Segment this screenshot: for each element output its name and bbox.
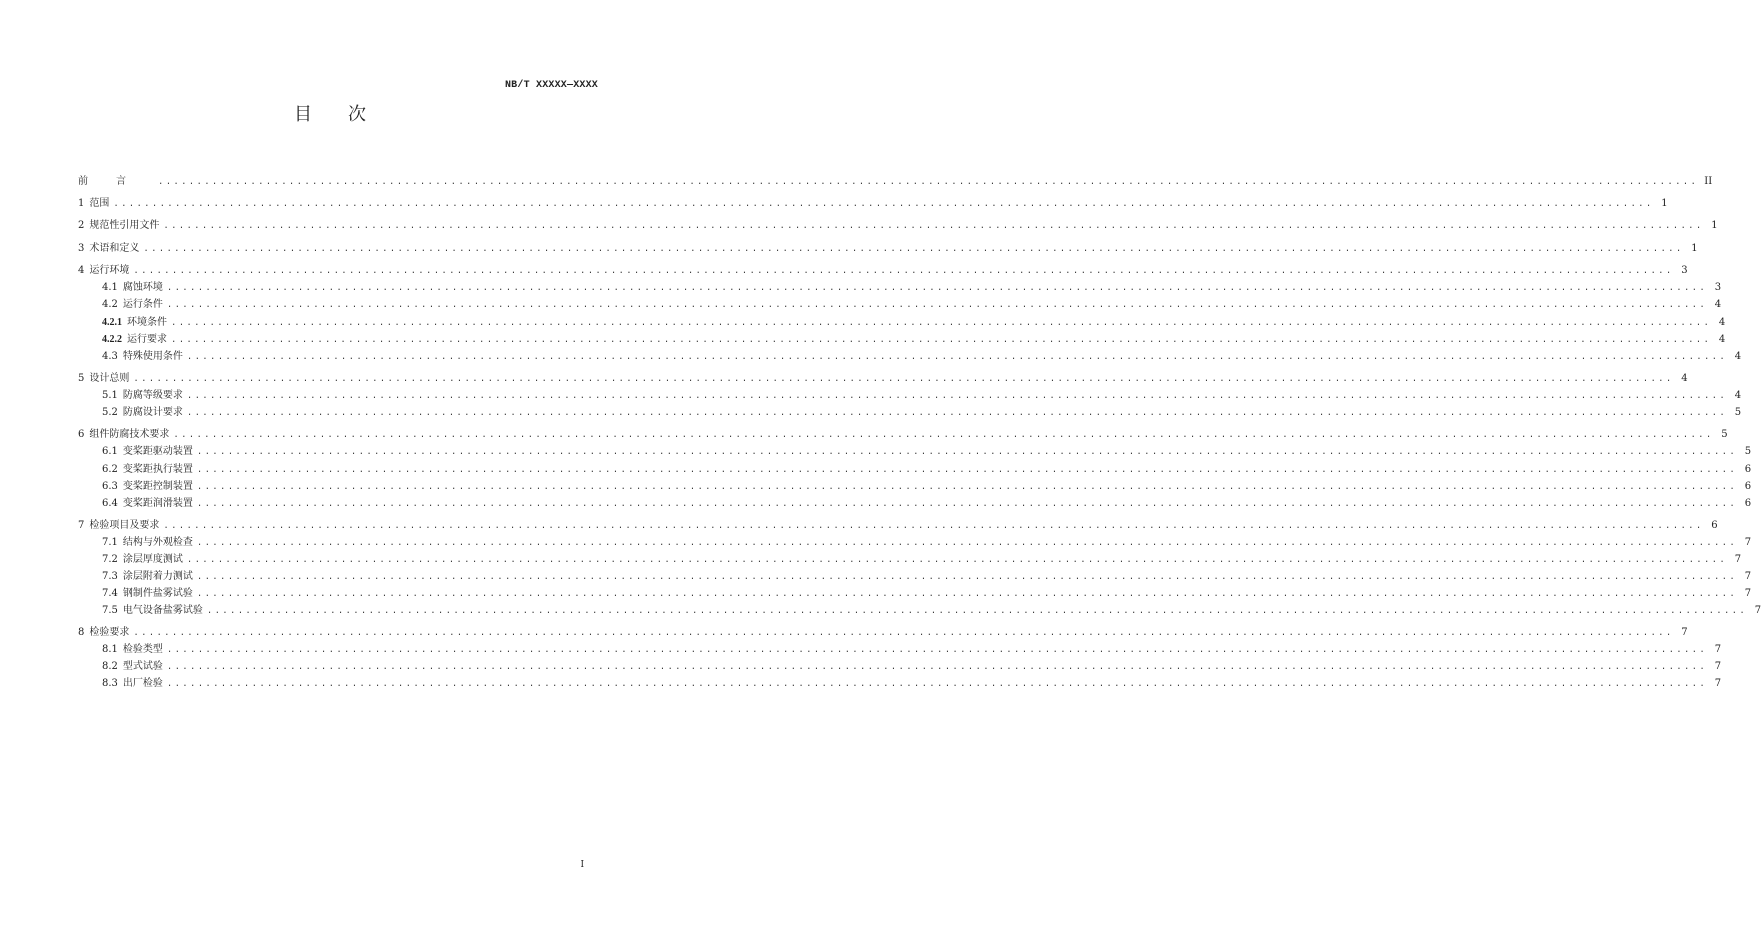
toc-entry-page: 7 bbox=[1754, 605, 1761, 616]
toc-entry[interactable] bbox=[102, 332, 1726, 348]
toc-entry-page: 5 bbox=[1744, 446, 1752, 457]
toc-entry[interactable] bbox=[102, 642, 1722, 658]
toc-entry-page: 4 bbox=[1714, 299, 1722, 310]
toc-leader-dots: ........................................................................................................................................................................................................ bbox=[173, 430, 1714, 440]
toc-entry-label: 设计总则 bbox=[89, 373, 130, 384]
toc-entry-label: 电气设备盐雾试验 bbox=[122, 605, 203, 616]
toc-entry-number: 4.3 bbox=[102, 351, 118, 362]
toc-leader-dots: ........................................................................................................................................................................................................ bbox=[163, 221, 1704, 231]
toc-entry[interactable] bbox=[102, 603, 1761, 619]
toc-title-char-2: 次 bbox=[348, 104, 368, 125]
toc-entry[interactable] bbox=[102, 676, 1722, 692]
toc-entry-label: 检验要求 bbox=[89, 627, 130, 638]
toc-entry-label: 出厂检验 bbox=[122, 678, 163, 689]
toc-leader-dots: ........................................................................................................................................................................................................ bbox=[196, 465, 1738, 475]
toc-leader-dots: ........................................................................................................................................................................................................ bbox=[196, 538, 1738, 548]
toc-entry-number: 8 bbox=[78, 627, 85, 638]
toc-entry[interactable] bbox=[102, 462, 1752, 478]
toc-leader-dots: ........................................................................................................................................................................................................ bbox=[166, 283, 1708, 293]
toc-entry-page: 7 bbox=[1714, 678, 1722, 689]
toc-entry-number: 7.5 bbox=[102, 605, 118, 616]
toc-entry-number: 2 bbox=[78, 220, 85, 231]
toc-leader-dots: ........................................................................................................................................................................................................ bbox=[166, 679, 1708, 689]
toc-leader-dots: ........................................................................................................................................................................................................ bbox=[186, 391, 1728, 401]
toc-entry-page: 7 bbox=[1744, 588, 1752, 599]
toc-leader-dots: ........................................................................................................................................................................................................ bbox=[196, 447, 1738, 457]
toc-entry-page: 3 bbox=[1714, 282, 1722, 293]
toc-leader-dots: ........................................................................................................................................................................................................ bbox=[166, 662, 1708, 672]
toc-entry-page: 7 bbox=[1734, 554, 1742, 565]
toc-entry-label: 检验项目及要求 bbox=[89, 520, 160, 531]
toc-leader-dots: ........................................................................................................................................................................................................ bbox=[186, 352, 1728, 362]
toc-leader-dots: ........................................................................................................................................................................................................ bbox=[133, 628, 1674, 638]
document-code: NB/T XXXXX—XXXX bbox=[504, 80, 598, 91]
toc-entry-label: 检验类型 bbox=[122, 644, 163, 655]
toc-title bbox=[0, 100, 662, 126]
toc-entry[interactable] bbox=[102, 569, 1752, 585]
toc-leader-dots: ........................................................................................................................................................................................................ bbox=[133, 266, 1674, 276]
toc-leader-dots: ........................................................................................................................................................................................................ bbox=[163, 521, 1704, 531]
toc-entry-page: 4 bbox=[1681, 373, 1688, 384]
toc-entry-page: 4 bbox=[1734, 351, 1742, 362]
toc-leader-dots: ........................................................................................................................................................................................................ bbox=[166, 645, 1708, 655]
toc-entry-number: 7 bbox=[78, 520, 85, 531]
toc-leader-dots: ........................................................................................................................................................................................................ bbox=[113, 199, 1654, 209]
toc-entry[interactable] bbox=[102, 280, 1722, 296]
toc-entry-number: 1 bbox=[78, 198, 85, 209]
toc-entry[interactable] bbox=[78, 625, 1688, 641]
page-number: I bbox=[580, 860, 584, 870]
toc-entry-label: 变桨距润滑装置 bbox=[122, 498, 193, 509]
toc-leader-dots: ........................................................................................................................................................................................................ bbox=[133, 374, 1674, 384]
toc-leader-dots: ........................................................................................................................................................................................................ bbox=[196, 482, 1738, 492]
toc-entry-page: 1 bbox=[1691, 243, 1698, 254]
toc-entry-page: 1 bbox=[1711, 220, 1718, 231]
toc-entry-page: 6 bbox=[1744, 498, 1752, 509]
toc-entry[interactable] bbox=[102, 586, 1752, 602]
toc-entry-label: 规范性引用文件 bbox=[89, 220, 160, 231]
toc-entry[interactable] bbox=[102, 535, 1752, 551]
toc-entry[interactable] bbox=[102, 552, 1742, 568]
toc-entry-page: 6 bbox=[1744, 464, 1752, 475]
toc-entry[interactable] bbox=[78, 218, 1718, 234]
toc-entry-label: 变桨距执行装置 bbox=[122, 464, 193, 475]
toc-leader-dots: ........................................................................................................................................................................................................ bbox=[171, 335, 1712, 345]
toc-entry-page: 6 bbox=[1744, 481, 1752, 492]
toc-entry-number: 8.1 bbox=[102, 644, 118, 655]
toc-entry-number: 4.2 bbox=[102, 299, 118, 310]
toc-entry-number: 8.2 bbox=[102, 661, 118, 672]
toc-entry[interactable] bbox=[78, 196, 1668, 212]
toc-entry-label: 组件防腐技术要求 bbox=[89, 429, 170, 440]
toc-entry-number: 6.1 bbox=[102, 446, 118, 457]
toc-entry-page: 7 bbox=[1714, 644, 1722, 655]
toc-leader-dots: ........................................................................................................................................................................................................ bbox=[206, 606, 1748, 616]
toc-entry-page: II bbox=[1704, 176, 1713, 187]
toc-entry-number: 6.4 bbox=[102, 498, 118, 509]
toc-entry-label: 运行环境 bbox=[89, 265, 130, 276]
toc-entry[interactable] bbox=[102, 444, 1752, 460]
toc-entry-number: 6 bbox=[78, 429, 85, 440]
toc-entry-label: 防腐设计要求 bbox=[122, 407, 183, 418]
toc-entry-number: 8.3 bbox=[102, 678, 118, 689]
toc-leader-dots: ........................................................................................................................................................................................................ bbox=[196, 589, 1738, 599]
toc-entry-page: 5 bbox=[1734, 407, 1742, 418]
toc-entry-label: 防腐等级要求 bbox=[122, 390, 183, 401]
toc-entry-label: 前言 bbox=[78, 176, 154, 187]
toc-entry-number: 7.3 bbox=[102, 571, 118, 582]
toc-title-char-1: 目 bbox=[294, 104, 314, 125]
toc-entry-label: 钢制件盐雾试验 bbox=[122, 588, 193, 599]
toc-entry-page: 7 bbox=[1744, 571, 1752, 582]
toc-entry[interactable] bbox=[102, 659, 1722, 675]
toc-entry-page: 3 bbox=[1681, 265, 1688, 276]
toc-entry-number: 5.1 bbox=[102, 390, 118, 401]
toc-entry-number: 4 bbox=[78, 265, 85, 276]
toc-entry[interactable] bbox=[78, 241, 1698, 257]
toc-leader-dots: ........................................................................................................................................................................................................ bbox=[186, 555, 1728, 565]
toc-entry[interactable] bbox=[102, 349, 1742, 365]
toc-entry-page: 4 bbox=[1734, 390, 1742, 401]
toc-entry-number: 7.2 bbox=[102, 554, 118, 565]
toc-entry-label: 环境条件 bbox=[127, 317, 167, 328]
toc-entry-page: 1 bbox=[1661, 198, 1668, 209]
toc-entry-number: 6.2 bbox=[102, 464, 118, 475]
toc-entry-number: 7.1 bbox=[102, 537, 118, 548]
toc-entry[interactable] bbox=[102, 479, 1752, 495]
toc-entry-number: 4.2.1 bbox=[102, 317, 122, 328]
toc-entry[interactable] bbox=[102, 388, 1742, 404]
toc-leader-dots: ........................................................................................................................................................................................................ bbox=[186, 408, 1728, 418]
toc-entry[interactable] bbox=[78, 174, 1713, 190]
toc-entry-number: 5.2 bbox=[102, 407, 118, 418]
toc-entry-label: 型式试验 bbox=[122, 661, 163, 672]
toc-entry[interactable] bbox=[78, 518, 1718, 534]
toc-entry-number: 3 bbox=[78, 243, 85, 254]
toc-entry-page: 4 bbox=[1718, 317, 1726, 328]
toc-entry-page: 5 bbox=[1721, 429, 1728, 440]
toc-entry-number: 6.3 bbox=[102, 481, 118, 492]
toc-entry-label: 涂层附着力测试 bbox=[122, 571, 193, 582]
toc-entry-label: 涂层厚度测试 bbox=[122, 554, 183, 565]
toc-entry[interactable] bbox=[78, 263, 1688, 279]
toc-leader-dots: ........................................................................................................................................................................................................ bbox=[171, 318, 1712, 328]
toc-leader-dots: ........................................................................................................................................................................................................ bbox=[143, 244, 1684, 254]
toc-entry[interactable] bbox=[102, 496, 1752, 512]
toc-leader-dots: ........................................................................................................................................................................................................ bbox=[166, 300, 1708, 310]
toc-entry-number: 5 bbox=[78, 373, 85, 384]
toc-entry-number: 4.2.2 bbox=[102, 334, 122, 345]
toc-entry-label: 特殊使用条件 bbox=[122, 351, 183, 362]
toc-entry-page: 6 bbox=[1711, 520, 1718, 531]
toc-entry-label: 变桨距控制装置 bbox=[122, 481, 193, 492]
toc-entry-number: 7.4 bbox=[102, 588, 118, 599]
toc-entry-label: 范围 bbox=[89, 198, 110, 209]
toc-entry-label: 结构与外观检查 bbox=[122, 537, 193, 548]
toc-leader-dots: ........................................................................................................................................................................................................ bbox=[196, 499, 1738, 509]
toc-entry-number: 4.1 bbox=[102, 282, 118, 293]
toc-entry-label: 变桨距驱动装置 bbox=[122, 446, 193, 457]
toc-entry-page: 7 bbox=[1744, 537, 1752, 548]
toc-entry-label: 术语和定义 bbox=[89, 243, 140, 254]
toc-entry-page: 4 bbox=[1718, 334, 1726, 345]
toc-entry[interactable] bbox=[78, 427, 1728, 443]
toc-entry[interactable] bbox=[102, 315, 1726, 331]
toc-entry[interactable] bbox=[102, 297, 1722, 313]
toc-entry-page: 7 bbox=[1714, 661, 1722, 672]
toc-leader-dots: ........................................................................................................................................................................................................ bbox=[158, 177, 1699, 187]
toc-entry-page: 7 bbox=[1681, 627, 1688, 638]
toc-entry-label: 运行条件 bbox=[122, 299, 163, 310]
toc-leader-dots: ........................................................................................................................................................................................................ bbox=[196, 572, 1738, 582]
toc-entry[interactable] bbox=[102, 405, 1742, 421]
toc-entry-label: 运行要求 bbox=[127, 334, 167, 345]
toc-entry[interactable] bbox=[78, 371, 1688, 387]
toc-entry-label: 腐蚀环境 bbox=[122, 282, 163, 293]
